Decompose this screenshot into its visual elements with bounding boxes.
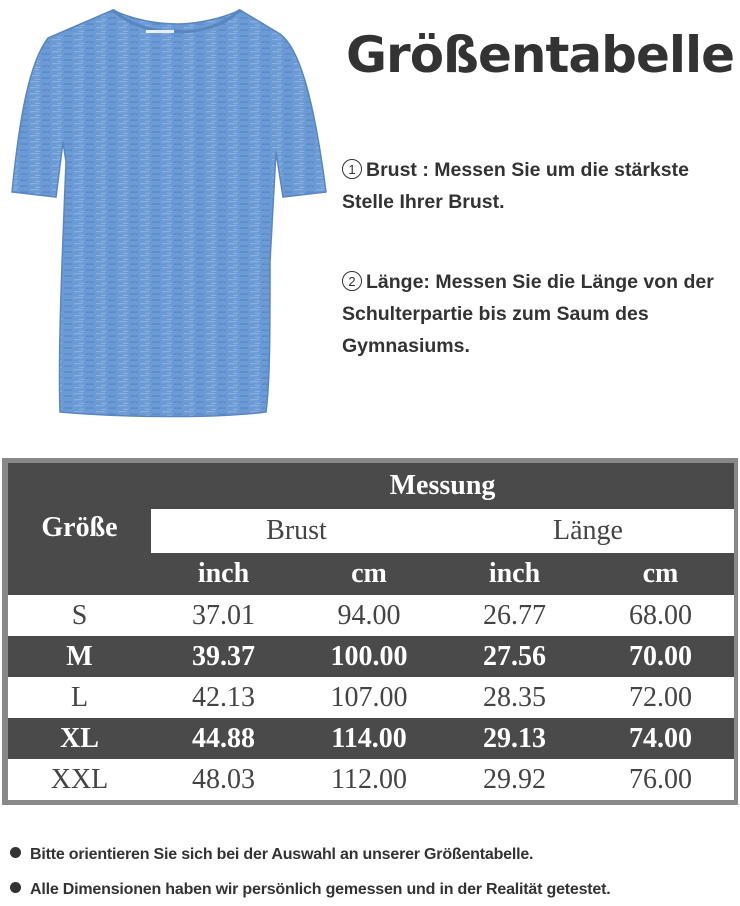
tshirt-icon [8,2,333,422]
table-row [8,595,734,636]
header-size: Größe [41,512,118,543]
note-item [10,879,611,901]
unit-inch: inch [197,558,250,589]
unit-cm: cm [642,558,679,589]
cell-brust-inch: 39.37 [192,641,255,672]
cell-brust-cm: 94.00 [337,600,401,631]
cell-laenge-cm: 76.00 [629,764,692,795]
cell-laenge-inch: 27.56 [483,641,546,672]
note-text: Alle Dimensionen haben wir persönlich gemessen und in der Realität getestet. [30,881,611,898]
table-row [8,718,734,759]
instruction-text: Brust : Messen Sie um die stärkste Stelle Ihrer Brust. [342,159,689,213]
bullet-icon [10,847,21,858]
bullet-icon [10,882,21,893]
note-text: Bitte orientieren Sie sich bei der Auswahl an unserer Größentabelle. [30,846,534,863]
table-row [8,759,734,800]
cell-size: S [71,600,88,631]
cell-brust-inch: 44.88 [192,723,255,754]
header-group: Messung [389,470,496,501]
cell-laenge-cm: 70.00 [629,641,692,672]
cell-brust-cm: 112.00 [331,764,407,795]
table-row [8,677,734,718]
cell-brust-inch: 42.13 [192,682,255,713]
cell-laenge-cm: 68.00 [629,600,692,631]
cell-laenge-inch: 26.77 [483,600,546,631]
cell-laenge-inch: 29.92 [483,764,546,795]
cell-laenge-cm: 74.00 [629,723,692,754]
table-row [8,636,734,677]
cell-brust-cm: 100.00 [330,641,408,672]
instruction-text: Länge: Messen Sie die Länge von der Schulterpartie bis zum Saum des Gymnasiums. [342,271,714,357]
unit-inch: inch [488,558,541,589]
number-1-icon: 1 [342,159,362,179]
unit-cm: cm [351,558,387,589]
cell-size: L [70,682,89,713]
note-item [10,844,533,866]
header-brust: Brust [266,515,327,546]
cell-laenge-inch: 28.35 [483,682,546,713]
cell-laenge-inch: 29.13 [483,723,546,754]
page-title: Größentabelle [346,26,735,84]
cell-brust-inch: 37.01 [192,600,255,631]
cell-brust-cm: 114.00 [331,723,407,754]
cell-size: XL [60,723,99,754]
cell-brust-inch: 48.03 [192,764,255,795]
size-table [2,458,738,805]
cell-brust-cm: 107.00 [330,682,408,713]
cell-size: M [66,641,93,672]
header-laenge: Länge [553,515,623,546]
instruction-laenge [342,266,738,362]
product-image [8,2,333,422]
cell-size: XXL [50,764,109,795]
size-table-body [8,463,734,800]
number-2-icon: 2 [342,271,362,291]
cell-laenge-cm: 72.00 [629,682,692,713]
instruction-brust [342,154,738,218]
